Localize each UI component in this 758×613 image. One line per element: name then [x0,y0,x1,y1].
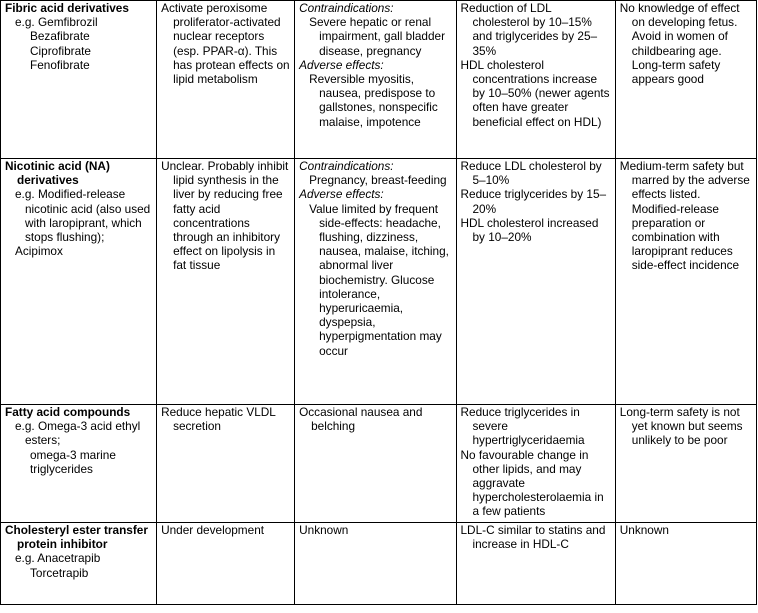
notes-text: Long-term safety is not yet known but seems unlikely to be poor [619,405,743,448]
drug-class-name: Cholesteryl ester transfer protein inhibitor [5,523,148,552]
effects-cell [456,405,615,523]
mechanism-text: Under development [161,523,265,537]
notes-cell [615,159,756,405]
notes-text: Medium-term safety but marred by the adverse effects listed. Modified-release preparation or combination with laropiprant reduces side-effect incidence [619,159,750,273]
adverse-effects-text: Occasional nausea and belching [299,405,423,434]
effect-item: LDL-C similar to statins and increase in HDL-C [460,523,606,552]
drug-class-name: Fibric acid derivatives [5,1,129,15]
effects-cell [456,159,615,405]
example-item: Fenofibrate [30,57,90,72]
table-row [1,159,757,405]
mechanism-cell [157,1,295,159]
example-item: Bezafibrate [30,29,90,44]
effect-item: HDL cholesterol increased by 10–20% [460,215,599,245]
notes-cell [615,523,756,605]
drug-class-cell [1,1,157,159]
effects-cell [456,1,615,159]
effect-item: No favourable change in other lipids, and may aggravate hypercholesterolaemia in a few patients [460,447,604,519]
effect-item: Reduce triglycerides in severe hypertriglyceridaemia [460,405,585,448]
adverse-effects-label: Adverse effects: [299,57,384,72]
adverse-effects-text: Reversible myositis, nausea, predispose to gallstones, nonspecific malaise, impotence [309,72,438,129]
contraindications-label: Contraindications: [299,159,394,173]
drug-class-cell [1,523,157,605]
notes-text: No knowledge of effect on developing fetus. Avoid in women of childbearing age. Long-term safety appears good [619,1,740,87]
mechanism-cell [157,405,295,523]
drug-class-cell [1,159,157,405]
mechanism-cell [157,159,295,405]
contraindications-text: Pregnancy, breast-feeding [309,173,447,188]
contraindications-cell [295,1,456,159]
example-item: Acipimox [15,244,63,259]
example-item: e.g. Anacetrapib [15,551,101,566]
drug-class-name: Nicotinic acid (NA) derivatives [5,159,110,188]
adverse-effects-cell [295,523,456,605]
effect-item: HDL cholesterol concentrations increase by 10–50% (newer agents often have greater beneficial effect on HDL) [460,57,610,129]
contraindications-label: Contraindications: [299,1,394,15]
contraindications-cell [295,159,456,405]
example-item: e.g. Gemfibrozil [15,15,98,30]
adverse-effects-text: Value limited by frequent side-effects: headache, flushing, dizziness, nausea, malaise, itching, abnormal liver biochemistry. Glucose intolerance, hyperuricaemia, dyspepsia, hyperpigmentation may occur [309,201,449,358]
table-row [1,1,757,159]
mechanism-text: Activate peroxisome proliferator-activated nuclear receptors (esp. PPAR-α). This has protean effects on lipid metabolism [161,1,290,87]
drug-class-cell [1,405,157,523]
mechanism-text: Unclear. Probably inhibit lipid synthesis in the liver by reducing free fatty acid concentrations through an inhibitory effect on lipolysis in fat tissue [161,159,289,273]
notes-text: Unknown [619,523,669,537]
effect-item: Reduce LDL cholesterol by 5–10% [460,159,602,188]
adverse-effects-label: Adverse effects: [299,187,384,202]
contraindications-text: Severe hepatic or renal impairment, gall bladder disease, pregnancy [309,15,446,58]
example-item: e.g. Omega-3 acid ethyl esters; [15,419,141,448]
example-item: Torcetrapib [30,565,89,580]
effect-item: Reduce triglycerides by 15–20% [460,187,607,216]
effects-cell [456,523,615,605]
mechanism-cell [157,523,295,605]
mechanism-text: Reduce hepatic VLDL secretion [161,405,276,434]
table-row [1,405,757,523]
drug-class-name: Fatty acid compounds [5,405,131,419]
notes-cell [615,405,756,523]
adverse-effects-text: Unknown [299,523,349,537]
notes-cell [615,1,756,159]
example-item: Ciprofibrate [30,43,91,58]
adverse-effects-cell [295,405,456,523]
effect-item: Reduction of LDL cholesterol by 10–15% and triglycerides by 25–35% [460,1,598,58]
table-row [1,523,757,605]
example-item: omega-3 marine triglycerides [30,447,116,476]
example-item: e.g. Modified-release nicotinic acid (also used with laropiprant, which stops flushing); [15,187,151,245]
